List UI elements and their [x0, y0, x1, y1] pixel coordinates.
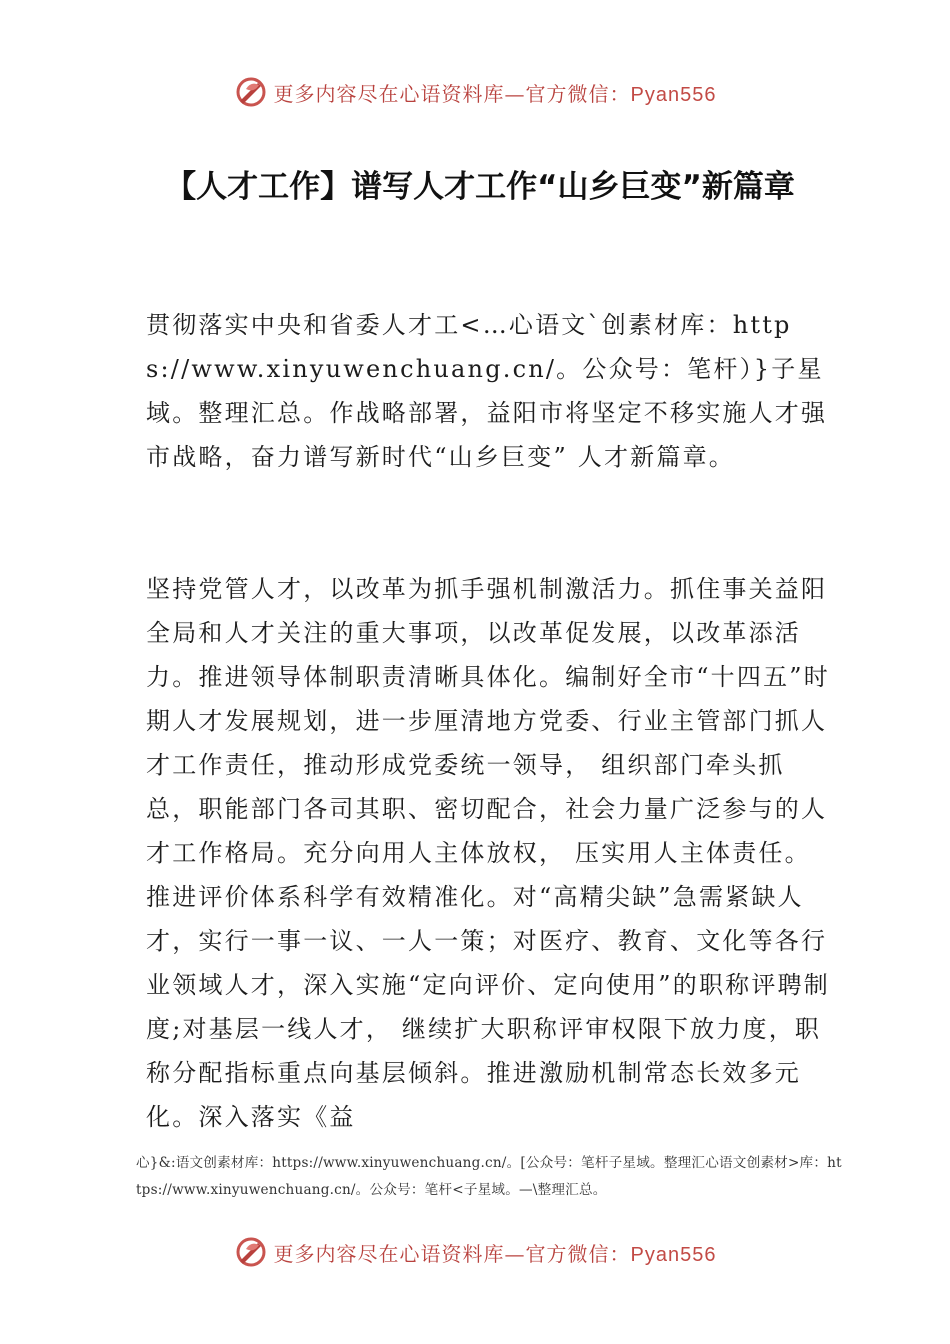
paragraph-intro: 贯彻落实中央和省委人才工<…心语文`创素材库：https://www.xinyuwenchuang.cn/。公众号：笔杆）}子星域。整理汇总。作战略部署，益阳市将坚定不移实施人才强市战略，奋力谱写新时代“山乡巨变” 人才新篇章。 [146, 311, 828, 471]
footer-banner-label: 更多内容尽在心语资料库—官方微信： [273, 1241, 631, 1266]
footnote-text: 心}&:语文创素材库：https://www.xinyuwenchuang.cn/。[公众号：笔杆子星域。整理汇心语文创素材>库：https://www.xinyuwenchuang.cn/。公众号：笔杆<子星域。—\整理汇总。 [136, 1155, 842, 1198]
header-banner [0, 72, 950, 112]
header-banner-label: 更多内容尽在心语资料库—官方微信： [273, 81, 631, 106]
footer-wechat-id: Pyan556 [630, 1243, 717, 1266]
header-wechat-id: Pyan556 [630, 83, 717, 106]
paragraph-body: 坚持党管人才，以改革为抓手强机制激活力。抓住事关益阳全局和人才关注的重大事项，以改革促发展，以改革添活力。推进领导体制职责清晰具体化。编制好全市“十四五”时期人才发展规划，进一步厘清地方党委、行业主管部门抓人才工作责任，推动形成党委统一领导， 组织部门牵头抓总，职能部门各司其职、密切配合，社会力量广泛参与的人才工作格局。充分向用人主体放权， 压实用人主体责任。推进评价体系科学有效精准化。对“高精尖缺”急需紧缺人才，实行一事一议、一人一策；对医疗、教育、文化等各行业领域人才，深入实施“定向评价、定向使用”的职称评聘制度;对基层一线人才， 继续扩大职称评审权限下放力度，职称分配指标重点向基层倾斜。推进激励机制常态长效多元化。深入落实《益 [146, 575, 830, 1131]
page-title: 【人才工作】谱写人才工作“山乡巨变”新篇章 [165, 169, 795, 205]
logo-icon [234, 75, 268, 109]
footer-banner [0, 1232, 950, 1272]
footer-banner-text [274, 1238, 717, 1267]
logo-icon [234, 1235, 268, 1269]
header-banner-text [274, 78, 717, 107]
